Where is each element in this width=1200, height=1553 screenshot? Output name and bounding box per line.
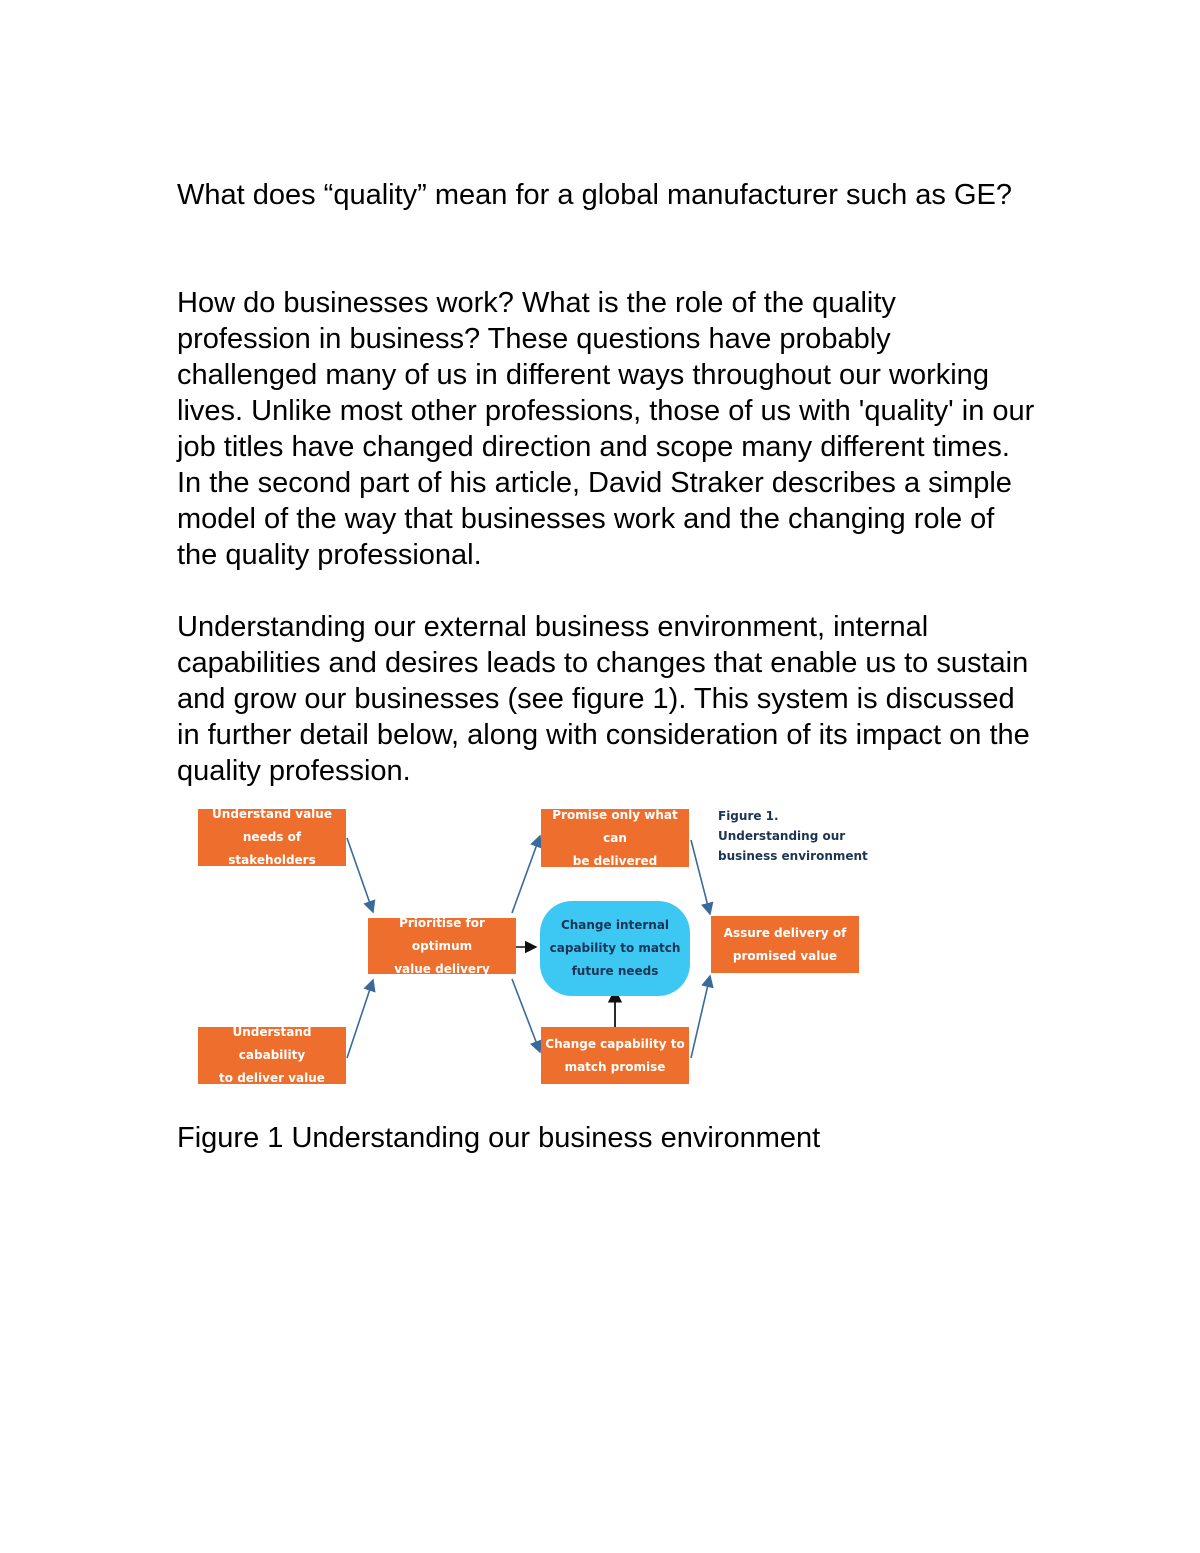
arrow-capability-to-prioritise (347, 980, 373, 1058)
arrow-prioritise-to-change (512, 979, 540, 1052)
promise-box: Promise only what can be delivered (541, 809, 689, 867)
understand-capability-box: Understand cabability to deliver value (198, 1027, 346, 1084)
change-capability-box: Change capability to match promise (541, 1027, 689, 1084)
arrow-prioritise-to-promise (512, 836, 540, 913)
business-environment-diagram (190, 800, 870, 1095)
arrow-value-to-prioritise (347, 838, 373, 912)
question-heading: What does “quality” mean for a global manufacturer such as GE? (177, 179, 1012, 211)
system-paragraph: Understanding our external business environment, internal capabilities and desires leads to changes that enable us to sustain and grow our businesses (see figure 1). This system is discussed in further detail below, along with consideration of its impact on the quality profession. (177, 611, 1030, 787)
figure-caption: Figure 1 Understanding our business environment (177, 1122, 821, 1154)
prioritise-box: Prioritise for optimum value delivery (368, 918, 516, 974)
arrow-promise-to-assure (691, 840, 710, 914)
intro-paragraph: How do businesses work? What is the role of the quality profession in business? These questions have probably challenged many of us in different ways throughout our working lives. Unlike most other professions, those of us with 'quality' in our job titles have changed direction and scope many different times. In the second part of his article, David Straker describes a simple model of the way that businesses work and the changing role of the quality professional. (177, 287, 1035, 571)
understand-value-box: Understand value needs of stakeholders (198, 809, 346, 866)
assure-delivery-box: Assure delivery of promised value (711, 916, 859, 973)
change-internal-capability-shape: Change internal capability to match future needs (540, 901, 690, 996)
figure-label: Figure 1. Understanding our business environment (718, 809, 868, 863)
arrow-change-to-assure (691, 976, 710, 1058)
